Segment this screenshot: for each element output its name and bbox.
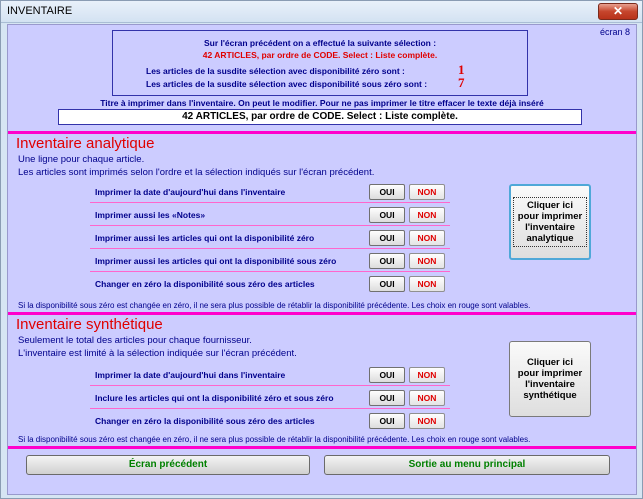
- analytique-notes-oui-button[interactable]: OUI: [369, 207, 405, 223]
- analytique-option-below-zero: Imprimer aussi les articles qui ont la disponibilité sous zéro: [95, 256, 337, 266]
- synthetique-date-oui-button[interactable]: OUI: [369, 367, 405, 383]
- print-synthetique-label: Cliquer ici pour imprimer l'inventaire synthétique: [517, 357, 583, 401]
- analytique-heading: Inventaire analytique: [16, 135, 155, 152]
- title-bar: [1, 1, 642, 23]
- option-divider: [90, 271, 450, 272]
- title-instructions: Titre à imprimer dans l'inventaire. On peut le modifier. Pour ne pas imprimer le titre effacer le texte déjà inséré: [100, 98, 544, 108]
- synthetique-option-date: Imprimer la date d'aujourd'hui dans l'inventaire: [95, 370, 286, 380]
- selection-intro: Sur l'écran précédent on a effectué la suivante sélection :: [203, 38, 437, 48]
- section-divider: [8, 131, 636, 134]
- synthetique-heading: Inventaire synthétique: [16, 316, 163, 333]
- analytique-reset-non-button[interactable]: NON: [409, 276, 445, 292]
- analytique-desc-2: Les articles sont imprimés selon l'ordre et la sélection indiqués sur l'écran précédent.: [18, 167, 375, 178]
- synthetique-desc-1: Seulement le total des articles pour chaque fournisseur.: [18, 335, 252, 346]
- zero-stock-count: 1: [458, 62, 465, 77]
- synthetique-option-reset: Changer en zéro la disponibilité sous zéro des articles: [95, 416, 315, 426]
- analytique-below-zero-oui-button[interactable]: OUI: [369, 253, 405, 269]
- analytique-option-date: Imprimer la date d'aujourd'hui dans l'inventaire: [95, 187, 286, 197]
- analytique-notes-non-button[interactable]: NON: [409, 207, 445, 223]
- synthetique-include-oui-button[interactable]: OUI: [369, 390, 405, 406]
- previous-screen-button[interactable]: Écran précédent: [26, 455, 310, 475]
- main-panel: [7, 24, 637, 495]
- analytique-date-non-button[interactable]: NON: [409, 184, 445, 200]
- analytique-note: Si la disponibilité sous zéro est changée en zéro, il ne sera plus possible de rétablir la disponibilité précédente. Les choix en rouge sont valables.: [18, 301, 531, 310]
- analytique-option-zero: Imprimer aussi les articles qui ont la disponibilité zéro: [95, 233, 315, 243]
- main-menu-button[interactable]: Sortie au menu principal: [324, 455, 610, 475]
- section-divider: [8, 446, 636, 449]
- below-zero-count: 7: [458, 75, 465, 90]
- synthetique-reset-oui-button[interactable]: OUI: [369, 413, 405, 429]
- option-divider: [90, 408, 450, 409]
- analytique-option-reset: Changer en zéro la disponibilité sous zéro des articles: [95, 279, 315, 289]
- synthetique-reset-non-button[interactable]: NON: [409, 413, 445, 429]
- analytique-desc-1: Une ligne pour chaque article.: [18, 154, 145, 165]
- close-icon[interactable]: ✕: [598, 3, 638, 20]
- analytique-zero-oui-button[interactable]: OUI: [369, 230, 405, 246]
- print-analytique-label: Cliquer ici pour imprimer l'inventaire analytique: [513, 197, 587, 247]
- section-divider: [8, 312, 636, 315]
- inventory-title-input[interactable]: 42 ARTICLES, par ordre de CODE. Select : Liste complète.: [58, 109, 582, 125]
- below-zero-label: Les articles de la susdite sélection avec disponibilité sous zéro sont :: [146, 79, 428, 89]
- zero-stock-label: Les articles de la susdite sélection avec disponibilité zéro sont :: [146, 66, 405, 76]
- synthetique-include-non-button[interactable]: NON: [409, 390, 445, 406]
- screen-label: écran 8: [599, 27, 630, 37]
- window-title: INVENTAIRE: [7, 5, 73, 17]
- analytique-date-oui-button[interactable]: OUI: [369, 184, 405, 200]
- analytique-reset-oui-button[interactable]: OUI: [369, 276, 405, 292]
- print-synthetique-button[interactable]: [509, 341, 591, 417]
- synthetique-note: Si la disponibilité sous zéro est changée en zéro, il ne sera plus possible de rétablir la disponibilité précédente. Les choix en rouge sont valables.: [18, 435, 531, 444]
- synthetique-desc-2: L'inventaire est limité à la sélection indiquée sur l'écran précédent.: [18, 348, 297, 359]
- option-divider: [90, 248, 450, 249]
- analytique-zero-non-button[interactable]: NON: [409, 230, 445, 246]
- selection-box: [112, 30, 528, 96]
- option-divider: [90, 385, 450, 386]
- print-analytique-button[interactable]: [509, 184, 591, 260]
- analytique-below-zero-non-button[interactable]: NON: [409, 253, 445, 269]
- option-divider: [90, 225, 450, 226]
- analytique-option-notes: Imprimer aussi les «Notes»: [95, 210, 206, 220]
- option-divider: [90, 202, 450, 203]
- synthetique-option-include: Inclure les articles qui ont la disponibilité zéro et sous zéro: [95, 393, 334, 403]
- synthetique-date-non-button[interactable]: NON: [409, 367, 445, 383]
- selection-summary: 42 ARTICLES, par ordre de CODE. Select : Liste complète.: [202, 50, 438, 60]
